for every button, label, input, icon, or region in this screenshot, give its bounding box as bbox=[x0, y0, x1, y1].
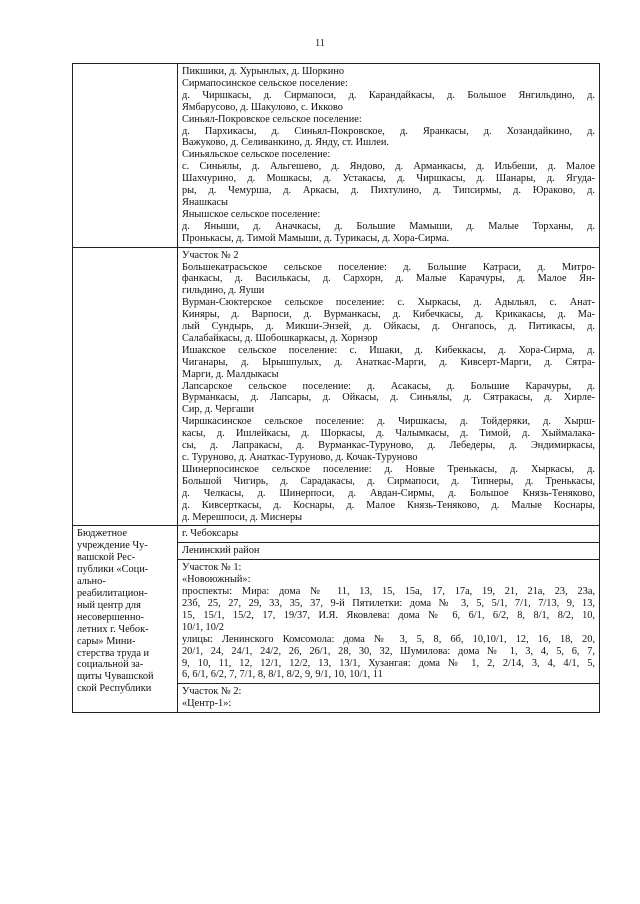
text-line: Янышское сельское поселение: bbox=[182, 208, 321, 220]
text-line: Чиганары, д. Ырышпулых, д. Анаткас-Марги, д. Кивсерт-Марги, д. Сятра- bbox=[182, 356, 595, 368]
text-line: сы, д. Лапракасы, д. Вурманкас-Туруново, д. Лебедеры, д. Эндимиркасы, bbox=[182, 440, 595, 452]
table-row bbox=[73, 64, 600, 248]
text-line: ально- bbox=[77, 576, 106, 588]
text-line: Ишакское сельское поселение: с. Ишаки, д. Кибеккасы, д. Хора-Сирма, д. bbox=[182, 344, 595, 356]
text-line: с. Синьялы, д. Альгешево, д. Яндово, д. Арманкасы, д. Ильбеши, д. Малое bbox=[182, 161, 595, 173]
text-line: вашской Рес- bbox=[77, 552, 136, 564]
text-line: ры, д. Чемурша, д. Аркасы, д. Пихтулино, д. Типсирмы, д. Юраково, д. bbox=[182, 185, 595, 197]
district-name: Ленинский район bbox=[182, 545, 260, 557]
text-line: сары» Мини- bbox=[77, 635, 136, 647]
text-line: д. Челкасы, д. Шинерпоси, д. Авдан-Сирмы, д. Большое Князь-Теняково, bbox=[182, 487, 595, 499]
text-line: касы, д. Ишлейкасы, д. Шоркасы, д. Чалымкасы, д. Тимой, д. Хыймалака- bbox=[182, 428, 595, 440]
text-line: реабилитацион- bbox=[77, 587, 148, 599]
addresses-cell-1 bbox=[178, 560, 600, 684]
text-line: Лапсарское сельское поселение: д. Асакасы, д. Большие Карачуры, д. bbox=[182, 380, 595, 392]
text-line: Чиршкасинское сельское поселение: д. Чиршкасы, д. Тойдеряки, д. Хырш- bbox=[182, 416, 595, 428]
text-line: щиты Чувашской bbox=[77, 671, 154, 683]
text-line: Участок № 1: bbox=[182, 562, 242, 574]
district-assignment-table bbox=[72, 63, 600, 713]
text-line: Ямбарусово, д. Шакулово, с. Икково bbox=[182, 101, 343, 113]
text-line: лый Сундырь, д. Микши-Энзей, д. Ойкасы, д. Онгапось, д. Питикасы, д. bbox=[182, 321, 595, 333]
text-line: ской Республики bbox=[77, 683, 152, 695]
text-line: Синьяльское сельское поселение: bbox=[182, 149, 331, 161]
text-line: Сир, д. Чергаши bbox=[182, 404, 255, 416]
text-line: д. Мерешпоси, д. Миснеры bbox=[182, 511, 303, 523]
text-line: 10/1, 10/2 bbox=[182, 621, 224, 633]
text-line: Янашкасы bbox=[182, 196, 228, 208]
text-line: «Центр-1»: bbox=[182, 698, 232, 710]
text-line: Большой Чигирь, д. Сарадакасы, д. Сирмапоси, д. Типнеры, д. Тренькасы, bbox=[182, 475, 595, 487]
text-line: Синьял-Покровское сельское поселение: bbox=[182, 113, 362, 125]
text-line: учреждение Чу- bbox=[77, 540, 148, 552]
text-line: гильдино, д. Яуши bbox=[182, 285, 265, 297]
text-line: Участок № 2 bbox=[182, 249, 239, 261]
text-line: 20/1, 24, 24/1, 24/2, 26, 26/1, 28, 30, 32, Шумилова: дома № 1, 3, 4, 5, 6, 7, bbox=[182, 645, 595, 657]
city-name: г. Чебоксары bbox=[182, 528, 239, 540]
text-line: д. Чиршкасы, д. Сирмапоси, д. Карандайкасы, д. Большое Янгильдино, д. bbox=[182, 89, 595, 101]
text-line: Участок № 2: bbox=[182, 686, 242, 698]
text-line: Пикшики, д. Хурынлых, д. Шоркино bbox=[182, 66, 345, 77]
text-line: Вурманкасы, д. Лапсары, д. Ойкасы, д. Синьялы, д. Сятракасы, д. Хирле- bbox=[182, 392, 595, 404]
text-line: Шахчурино, д. Мошкасы, д. Устакасы, д. Чиршкасы, д. Шанары, д. Ягуда- bbox=[182, 173, 595, 185]
settlements-cell-2 bbox=[178, 247, 600, 526]
city-cell bbox=[178, 526, 600, 543]
page-number: 11 bbox=[315, 38, 325, 49]
text-line: д. Яныши, д. Аначкасы, д. Большие Мамыши, д. Малые Торханы, д. bbox=[182, 220, 595, 232]
text-line: летних г. Чебок- bbox=[77, 623, 149, 635]
settlements-cell-1 bbox=[178, 64, 600, 248]
text-line: д. Пархикасы, д. Синьял-Покровское, д. Яранкасы, д. Хозандайкино, д. bbox=[182, 125, 595, 137]
text-line: ный центр для bbox=[77, 599, 141, 611]
institution-name-cell bbox=[73, 526, 178, 713]
text-line: публики «Соци- bbox=[77, 564, 149, 576]
text-line: несовершенно- bbox=[77, 611, 144, 623]
institution-cell-empty bbox=[73, 64, 178, 248]
text-line: с. Туруново, д. Анаткас-Туруново, д. Кочак-Туруново bbox=[182, 452, 418, 463]
text-line: Шинерпосинское сельское поселение: д. Новые Тренькасы, д. Хыркасы, д. bbox=[182, 463, 595, 475]
text-line: Киняры, д. Варпоси, д. Вурманкасы, д. Кибечкасы, д. Крикакасы, д. Ма- bbox=[182, 309, 595, 321]
text-line: Важуково, д. Селиванкино, д. Янду, ст. Ишлеи. bbox=[182, 137, 389, 149]
text-line: стерства труда и bbox=[77, 647, 150, 659]
text-line: Вурман-Сюктерское сельское поселение: с. Хыркасы, д. Адыльял, с. Анат- bbox=[182, 297, 595, 309]
district-cell bbox=[178, 543, 600, 560]
addresses-cell-2 bbox=[178, 684, 600, 713]
text-line: Бюджетное bbox=[77, 528, 127, 540]
text-line: 15, 15/1, 15/2, 17, 19/37, И.Я. Яковлева: дома № 6, 6/1, 6/2, 8, 8/1, 8/2, 10, bbox=[182, 609, 595, 621]
text-line: 6, 6/1, 6/2, 7, 7/1, 8, 8/1, 8/2, 9, 9/1, 10, 10/1, 11 bbox=[182, 669, 383, 681]
text-line: Салабайкасы, д. Шобошкаркасы, д. Хорнзор bbox=[182, 332, 378, 344]
text-line: Большекатрасьское сельское поселение: д. Большие Катраси, д. Митро- bbox=[182, 261, 595, 273]
text-line: Пронькасы, д. Тимой Мамыши, д. Турикасы, д. Хора-Сирма. bbox=[182, 232, 450, 244]
text-line: Сирмапосинское сельское поселение: bbox=[182, 77, 348, 89]
text-line: 9, 10, 11, 12, 12/1, 12/2, 13, 13/1, Хузангая: дома № 1, 2, 2/14, 3, 4, 4/1, 5, bbox=[182, 657, 595, 669]
text-line: «Новоюжный»: bbox=[182, 574, 251, 586]
text-line: улицы: Ленинского Комсомола: дома № 3, 5, 8, 6б, 10,10/1, 12, 16, 18, 20, bbox=[182, 633, 595, 645]
text-line: Марги, д. Малдыкасы bbox=[182, 368, 279, 380]
table-row bbox=[73, 526, 600, 543]
table-row bbox=[73, 247, 600, 526]
institution-cell-empty bbox=[73, 247, 178, 526]
text-line: 23б, 25, 27, 29, 33, 35, 37, 9-й Пятилетки: дома № 3, 5, 5/1, 7/1, 7/13, 9, 13, bbox=[182, 597, 595, 609]
text-line: социальной за- bbox=[77, 659, 144, 671]
text-line: проспекты: Мира: дома № 11, 13, 15, 15а, 17, 17а, 19, 21, 21а, 23, 23а, bbox=[182, 586, 595, 598]
text-line: фанкасы, д. Василькасы, д. Сархорн, д. Малые Карачуры, д. Малое Ян- bbox=[182, 273, 595, 285]
text-line: д. Кивсерткасы, д. Коснары, д. Малое Князь-Теняково, д. Малые Коснары, bbox=[182, 499, 595, 511]
